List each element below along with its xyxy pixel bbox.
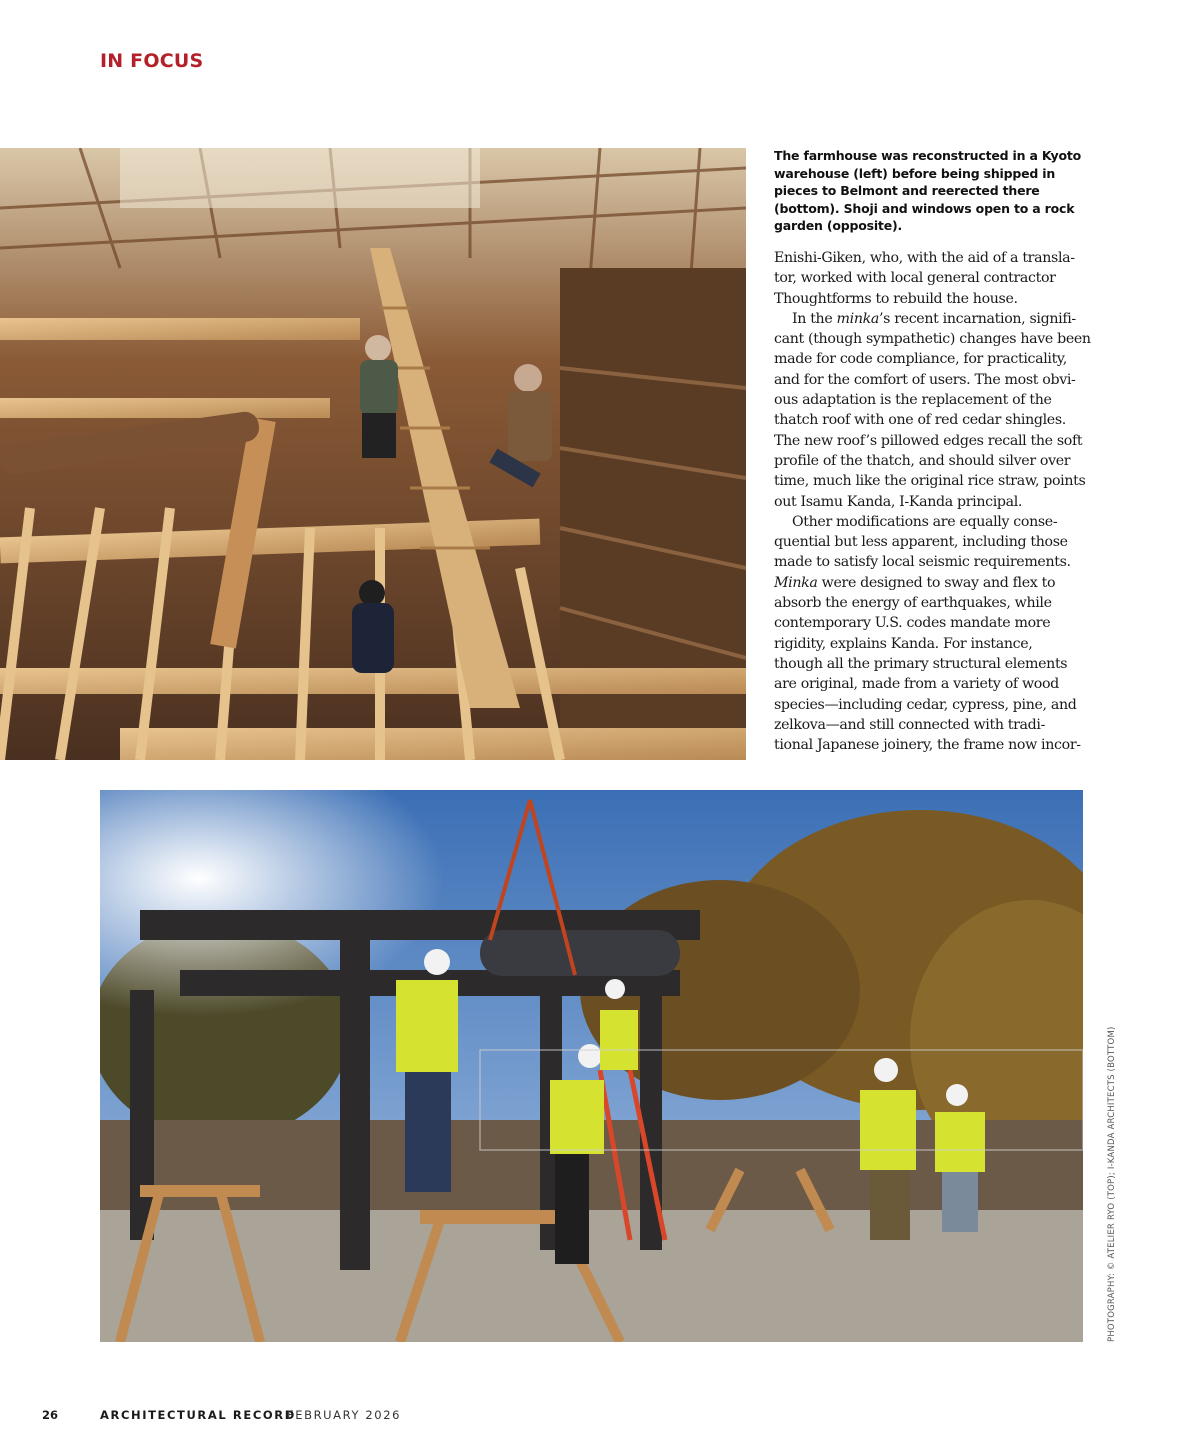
text-line: tional Japanese joinery, the frame now incor- [774, 737, 1081, 754]
paragraph-2 [774, 309, 1091, 512]
text-line: contemporary U.S. codes mandate more [774, 615, 1051, 632]
text-line: Other modifications are equally conse- [792, 513, 1058, 530]
warehouse-reconstruction-photo [0, 148, 746, 760]
text-line: profile of the thatch, and should silver over [774, 452, 1071, 469]
text-line: thatch roof with one of red cedar shingles. [774, 412, 1066, 429]
warehouse-photo-illustration [0, 148, 746, 760]
text-line: time, much like the original rice straw, points [774, 473, 1086, 490]
text-line [774, 573, 1086, 593]
text-line: species—including cedar, cypress, pine, and [774, 696, 1077, 713]
issue-date: FEBRUARY 2026 [287, 1408, 402, 1422]
text-line: The new roof’s pillowed edges recall the soft [774, 432, 1083, 449]
site-photo-illustration [100, 790, 1083, 1342]
text-line: zelkova—and still connected with tradi- [774, 716, 1046, 733]
text-line: out Isamu Kanda, I-Kanda principal. [774, 493, 1023, 510]
text-line: absorb the energy of earthquakes, while [774, 595, 1052, 612]
text-line [774, 309, 1086, 329]
photo-caption: The farmhouse was reconstructed in a Kyoto warehouse (left) before being shipped in pieces to Belmont and reerected there (bottom). Shoji and windows open to a rock garden (opposite). [774, 148, 1082, 233]
article-body [774, 248, 1091, 755]
photo-credit: PHOTOGRAPHY: © ATELIER RYO (TOP); I-KANDA ARCHITECTS (BOTTOM) [1107, 1026, 1117, 1342]
text-run: were designed to sway and flex to [817, 574, 1056, 591]
paragraph-3 [774, 512, 1086, 756]
text-line: are original, made from a variety of wood [774, 676, 1059, 693]
text-run: In the [792, 310, 837, 327]
text-line: tor, worked with local general contractor [774, 270, 1056, 287]
text-line: quential but less apparent, including those [774, 534, 1068, 551]
magazine-name: ARCHITECTURAL RECORD [100, 1408, 296, 1422]
text-line: Thoughtforms to rebuild the house. [774, 290, 1018, 307]
belmont-site-photo [100, 790, 1083, 1342]
text-line: rigidity, explains Kanda. For instance, [774, 635, 1033, 652]
minka-emphasis: Minka [774, 574, 818, 591]
text-line: made for code compliance, for practicality, [774, 351, 1067, 368]
text-line: cant (though sympathetic) changes have been [774, 331, 1091, 348]
text-run: ’s recent incarnation, signifi- [878, 310, 1076, 327]
text-line: Enishi-Giken, who, with the aid of a transla- [774, 250, 1075, 266]
page-number: 26 [42, 1408, 59, 1422]
text-line: made to satisfy local seismic requirements. [774, 554, 1071, 571]
text-line: and for the comfort of users. The most obvi- [774, 371, 1076, 388]
paragraph-1 [774, 248, 1086, 309]
section-label: IN FOCUS [100, 50, 204, 72]
text-line: ous adaptation is the replacement of the [774, 392, 1052, 409]
text-line: though all the primary structural elements [774, 655, 1068, 672]
minka-emphasis: minka [836, 310, 879, 327]
